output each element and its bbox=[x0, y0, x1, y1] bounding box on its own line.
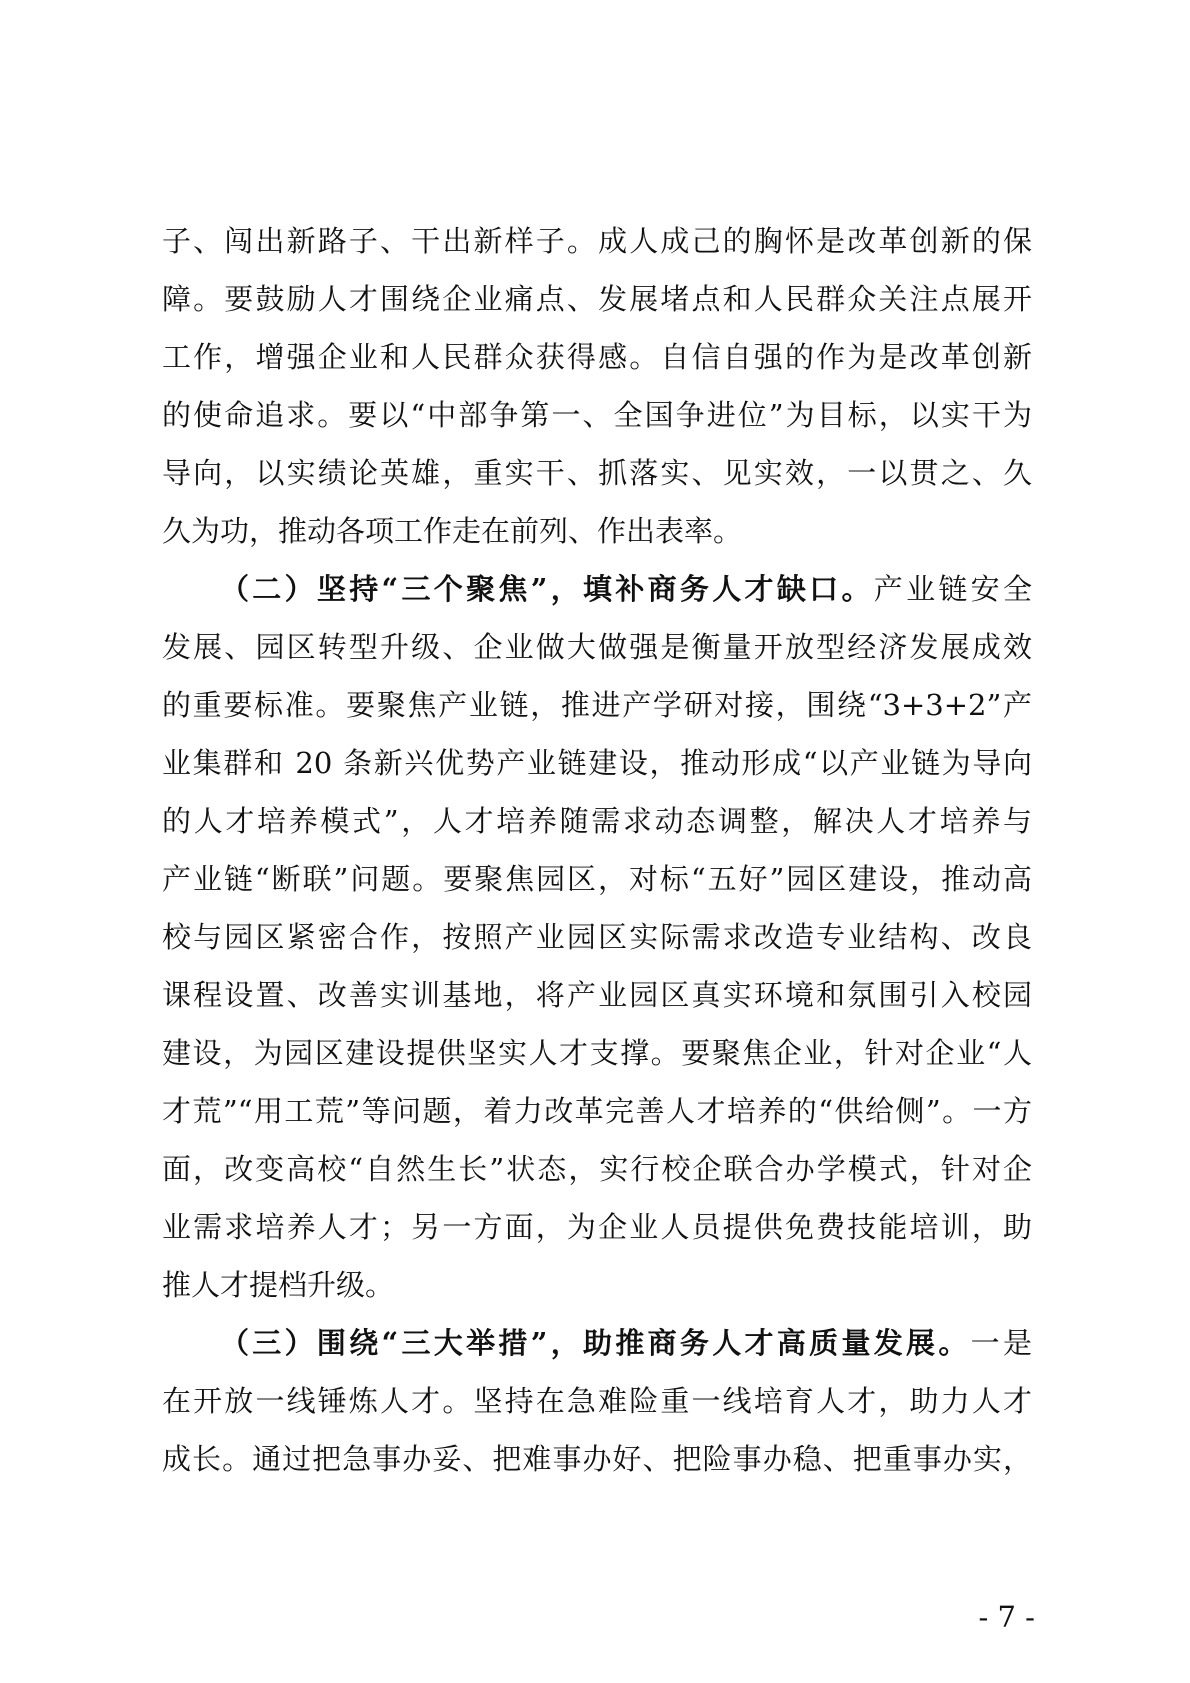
paragraph-first-line bbox=[162, 1314, 1032, 1372]
text-line: 导向，以实绩论英雄，重实干、抓落实、见实效，一以贯之、久 bbox=[162, 456, 1032, 490]
text-line: 推人才提档升级。 bbox=[162, 1268, 395, 1302]
text-line: 工作，增强企业和人民群众获得感。自信自强的作为是改革创新 bbox=[162, 340, 1032, 374]
text-line: 建设，为园区建设提供坚实人才支撑。要聚焦企业，针对企业“人 bbox=[162, 1036, 1032, 1070]
text-line: 发展、园区转型升级、企业做大做强是衡量开放型经济发展成效 bbox=[162, 630, 1032, 664]
text-line: 校与园区紧密合作，按照产业园区实际需求改造专业结构、改良 bbox=[162, 920, 1032, 954]
section-heading: （三）围绕“三大举措”，助推商务人才高质量发展。 bbox=[220, 1326, 971, 1360]
text-line: 业需求培养人才；另一方面，为企业人员提供免费技能培训，助 bbox=[162, 1210, 1032, 1244]
section-heading: （二）坚持“三个聚焦”，填补商务人才缺口。 bbox=[220, 572, 874, 606]
text-span: 一是 bbox=[970, 1326, 1032, 1360]
text-line: 障。要鼓励人才围绕企业痛点、发展堵点和人民群众关注点展开 bbox=[162, 282, 1032, 316]
paragraph-1 bbox=[162, 212, 1032, 560]
text-line: 才荒”“用工荒”等问题，着力改革完善人才培养的“供给侧”。一方 bbox=[162, 1094, 1032, 1128]
page-number: - 7 - bbox=[978, 1600, 1035, 1634]
body-text bbox=[162, 212, 1032, 1488]
text-span: 产业链安全 bbox=[873, 572, 1032, 606]
text-line: 的人才培养模式”，人才培养随需求动态调整，解决人才培养与 bbox=[162, 804, 1032, 838]
text-line: 业集群和 20 条新兴优势产业链建设，推动形成“以产业链为导向 bbox=[162, 746, 1032, 780]
text-line: 面，改变高校“自然生长”状态，实行校企联合办学模式，针对企 bbox=[162, 1152, 1032, 1186]
text-line: 久为功，推动各项工作走在前列、作出表率。 bbox=[162, 514, 743, 548]
text-line: 在开放一线锤炼人才。坚持在急难险重一线培育人才，助力人才 bbox=[162, 1384, 1032, 1418]
paragraph-2 bbox=[162, 560, 1032, 1314]
text-line: 课程设置、改善实训基地，将产业园区真实环境和氛围引入校园 bbox=[162, 978, 1032, 1012]
text-line: 成长。通过把急事办妥、把难事办好、把险事办稳、把重事办实， bbox=[162, 1442, 1032, 1476]
text-line: 子、闯出新路子、干出新样子。成人成己的胸怀是改革创新的保 bbox=[162, 224, 1032, 258]
paragraph-first-line bbox=[162, 560, 1032, 618]
text-line: 的使命追求。要以“中部争第一、全国争进位”为目标，以实干为 bbox=[162, 398, 1032, 432]
text-line: 的重要标准。要聚焦产业链，推进产学研对接，围绕“3+3+2”产 bbox=[162, 688, 1032, 722]
paragraph-3 bbox=[162, 1314, 1032, 1488]
text-line: 产业链“断联”问题。要聚焦园区，对标“五好”园区建设，推动高 bbox=[162, 862, 1032, 896]
